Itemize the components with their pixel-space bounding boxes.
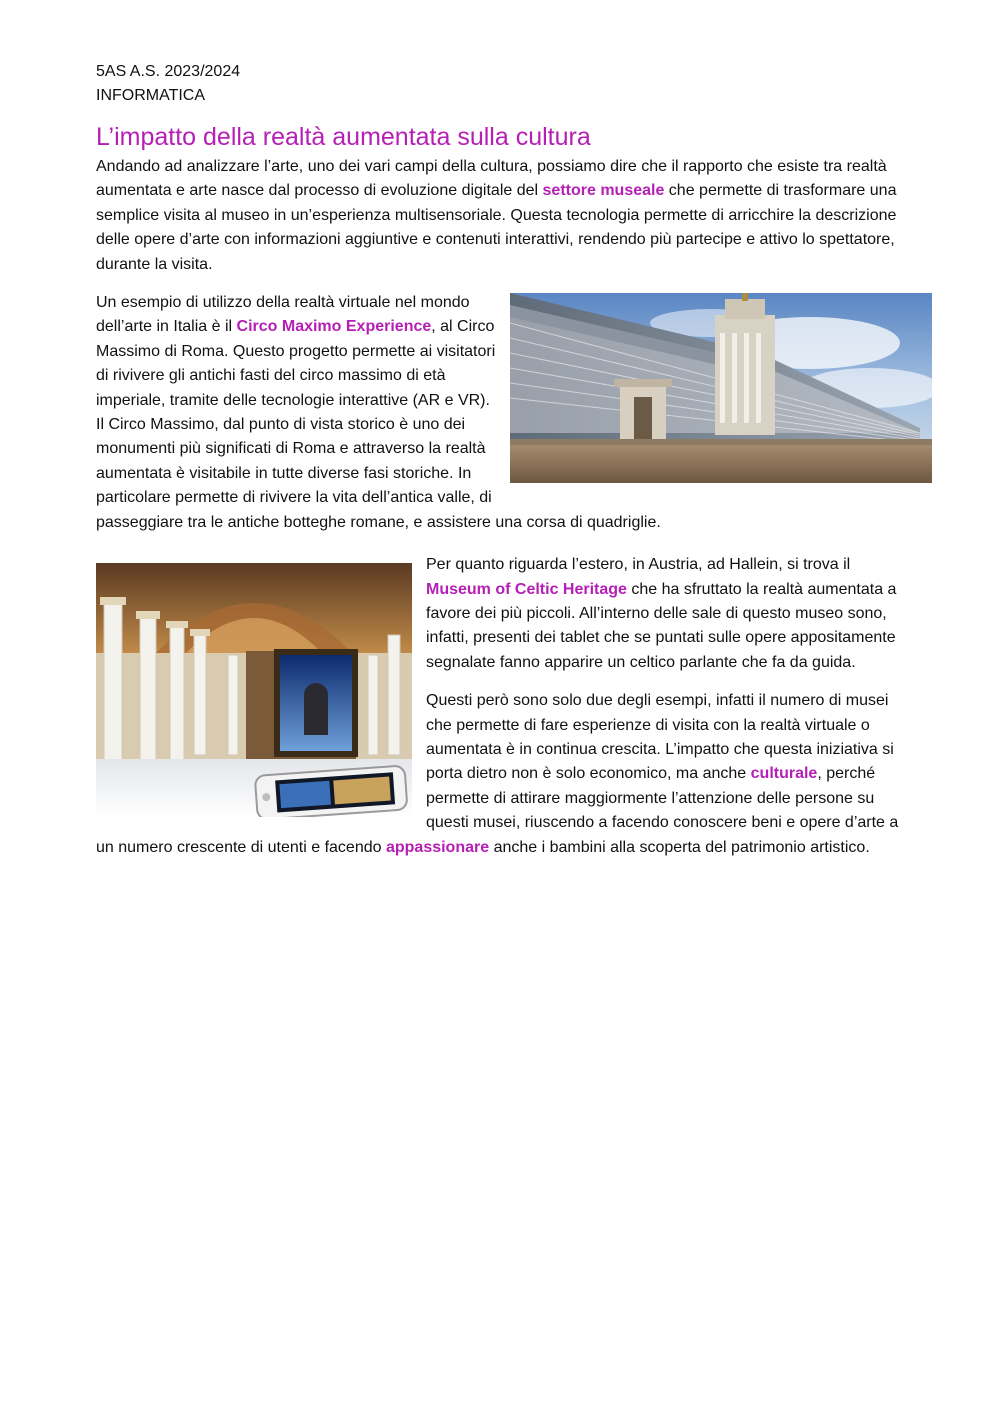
museum-hall-illustration [96,563,412,817]
circo-text-2: , al Circo Massimo di Roma. Questo progetto permette ai visitatori di rivivere gli antichi fasti del circo massimo di età imperiale, tramite delle tecnologie interattive (AR e VR). Il Circo Massimo, dal punto di vista storico è uno dei monumenti più significati di Roma e attraverso la realtà aumentata è visitabile in tutte diverse fasi storiche. In particolare permette di rivivere la vita dell’antica valle, di passeggiare tra le antiche botteghe romane, e assistere una corsa di quadriglie. [96,318,661,531]
page-title: L’impatto della realtà aumentata sulla cultura [96,123,591,151]
circo-text-1: Un esempio di utilizzo della realtà virtuale nel mondo dell’arte in Italia è il [96,294,470,336]
highlight-settore-museale: settore museale [542,182,665,200]
closing-text-2: , perché permette di attirare maggiormente l’attenzione delle persone su questi musei, riuscendo a facendo conoscere beni e opere d’arte a un numero crescente di utenti e facendo [96,765,899,856]
highlight-appassionare: appassionare [385,838,490,856]
celtic-section [96,553,906,860]
closing-text-1: Questi però sono solo due degli esempi, infatti il numero di musei che permette di fare esperienze di visita con la realtà virtuale o aumentata è in continua crescita. L’impatto che questa iniziativa si porta dietro non è solo economico, ma anche [426,692,894,783]
intro-text-1: Andando ad analizzare l’arte, uno dei vari campi della cultura, possiamo dire che il rapporto che esiste tra realtà aumentata e arte nasce dal processo di evoluzione digitale del [96,158,887,200]
intro-text-2: che permette di trasformare una semplice visita al museo in un’esperienza multisensoriale. Questa tecnologia permette di arricchire la descrizione delle opere d’arte con informazioni aggiuntive e contenuti interattivi, rendendo più partecipe e attivo lo spettatore, durante la visita. [96,182,897,273]
circo-massimo-illustration [510,293,932,483]
celtic-text-2: che ha sfruttato la realtà aumentata a favore dei più piccoli. All’interno delle sale di questo museo sono, infatti, presenti dei tablet che se puntati sulle opere appositamente segnalate fanno apparire un celtico parlante che fa da guida. [426,580,897,671]
circo-massimo-image [510,293,932,483]
highlight-circo-maximo: Circo Maximo Experience [236,318,432,336]
museum-tablet-image [96,563,412,817]
intro-paragraph [96,155,906,277]
subject-line: INFORMATICA [96,87,206,104]
circo-section [96,291,906,535]
document-page [96,60,906,860]
highlight-celtic-heritage: Museum of Celtic Heritage [426,580,627,598]
closing-text-3: anche i bambini alla scoperta del patrimonio artistico. [489,838,870,856]
celtic-text-1: Per quanto riguarda l’estero, in Austria, ad Hallein, si trova il [426,556,851,574]
class-year-line: 5AS A.S. 2023/2024 [96,63,241,80]
highlight-culturale: culturale [750,765,818,783]
